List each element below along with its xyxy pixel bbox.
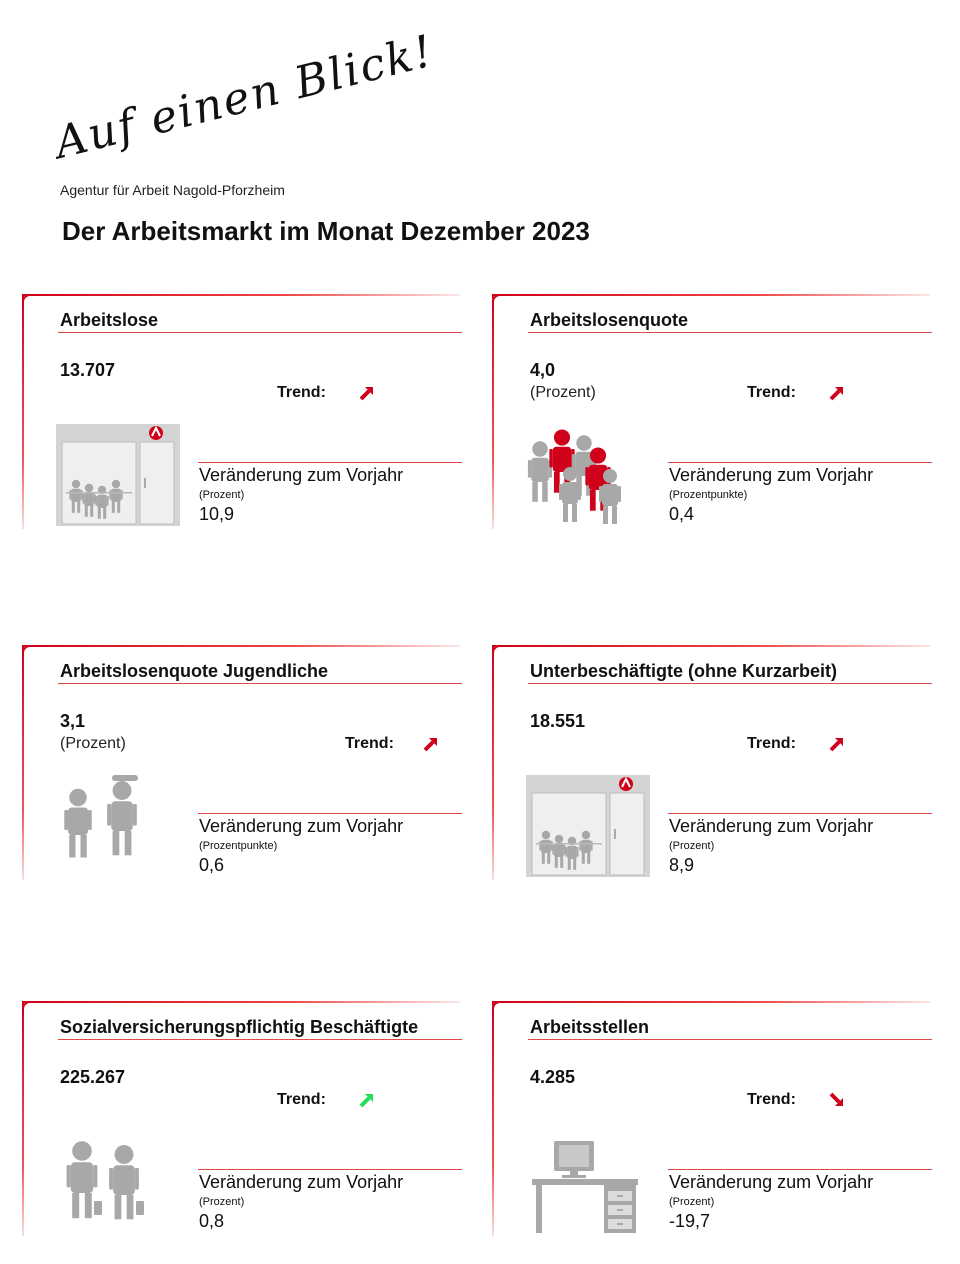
title-divider [58, 332, 462, 333]
page-title: Der Arbeitsmarkt im Monat Dezember 2023 [62, 216, 590, 246]
change-value: -19,7 [669, 1211, 711, 1231]
card-title: Arbeitsstellen [530, 1017, 650, 1037]
card-frame-corner [492, 294, 504, 306]
change-label: Veränderung zum Vorjahr [199, 465, 404, 485]
card-frame-left [22, 645, 24, 880]
change-divider [198, 462, 462, 463]
card-arbeitsstellen [492, 1001, 932, 1236]
card-frame [492, 645, 930, 647]
card-title: Arbeitslose [60, 310, 159, 330]
agency-door-icon [526, 773, 654, 879]
card-title: Arbeitslosenquote [530, 310, 689, 330]
change-unit: (Prozent) [199, 489, 245, 501]
change-value: 0,8 [199, 1211, 225, 1231]
card-frame-corner [492, 645, 504, 657]
card-value: 13.707 [60, 360, 116, 380]
card-frame-left [22, 294, 24, 529]
card-title: Arbeitslosenquote Jugendliche [60, 661, 329, 681]
card-frame-left [492, 294, 494, 529]
title-divider [528, 332, 932, 333]
title-divider [58, 683, 462, 684]
change-unit: (Prozentpunkte) [199, 840, 278, 852]
arrow-down-right-red-icon [828, 1091, 846, 1109]
card-frame-corner [22, 1001, 34, 1013]
people-group-icon [526, 422, 654, 528]
change-unit: (Prozent) [199, 1196, 245, 1208]
trend-label: Trend: [345, 735, 394, 752]
change-unit: (Prozent) [669, 840, 715, 852]
card-frame-corner [22, 645, 34, 657]
card-value: 18.551 [530, 711, 586, 731]
change-divider [668, 813, 932, 814]
change-label: Veränderung zum Vorjahr [199, 816, 404, 836]
card-frame [492, 294, 930, 296]
change-label: Veränderung zum Vorjahr [669, 816, 874, 836]
card-frame-left [492, 1001, 494, 1236]
trend-label: Trend: [747, 384, 796, 401]
change-divider [668, 462, 932, 463]
change-label: Veränderung zum Vorjahr [669, 465, 874, 485]
card-title: Unterbeschäftigte (ohne Kurzarbeit) [530, 661, 838, 681]
card-arbeitslosenquote-jugendliche [22, 645, 462, 880]
card-unterbeschaeftigte [492, 645, 932, 880]
card-frame [22, 1001, 460, 1003]
arrow-up-right-red-icon [828, 384, 846, 402]
card-arbeitslose [22, 294, 462, 529]
change-value: 0,4 [669, 504, 695, 524]
trend-label: Trend: [277, 384, 326, 401]
youth-pair-icon [56, 773, 184, 879]
change-label: Veränderung zum Vorjahr [199, 1172, 404, 1192]
card-value: 225.267 [60, 1067, 126, 1087]
change-value: 0,6 [199, 855, 225, 875]
agency-name: Agentur für Arbeit Nagold-Pforzheim [60, 182, 285, 198]
card-frame [22, 294, 460, 296]
trend-label: Trend: [277, 1091, 326, 1108]
card-title: Sozialversicherungspflichtig Beschäftigte [60, 1017, 419, 1037]
card-unit: (Prozent) [530, 384, 596, 401]
desk-workstation-icon [526, 1129, 654, 1235]
title-divider [528, 1039, 932, 1040]
card-frame [492, 1001, 930, 1003]
change-unit: (Prozentpunkte) [669, 489, 748, 501]
card-value: 4.285 [530, 1067, 576, 1087]
card-frame [22, 645, 460, 647]
card-frame-corner [492, 1001, 504, 1013]
arrow-up-right-red-icon [828, 735, 846, 753]
arrow-up-right-red-icon [358, 384, 376, 402]
change-divider [198, 813, 462, 814]
change-value: 8,9 [669, 855, 695, 875]
trend-label: Trend: [747, 1091, 796, 1108]
trend-label: Trend: [747, 735, 796, 752]
change-value: 10,9 [199, 504, 235, 524]
title-divider [58, 1039, 462, 1040]
card-frame-left [22, 1001, 24, 1236]
card-value: 3,1 [60, 711, 86, 731]
card-value: 4,0 [530, 360, 556, 380]
card-frame-left [492, 645, 494, 880]
change-unit: (Prozent) [669, 1196, 715, 1208]
arrow-up-right-red-icon [422, 735, 440, 753]
workers-pair-icon [56, 1129, 184, 1235]
card-unit: (Prozent) [60, 735, 126, 752]
change-divider [198, 1169, 462, 1170]
card-sv-beschaeftigte [22, 1001, 462, 1236]
agency-door-icon [56, 422, 184, 528]
change-label: Veränderung zum Vorjahr [669, 1172, 874, 1192]
arrow-up-right-green-icon [358, 1091, 376, 1109]
change-divider [668, 1169, 932, 1170]
card-arbeitslosenquote [492, 294, 932, 529]
card-frame-corner [22, 294, 34, 306]
headline-script: Auf einen Blick! [49, 25, 440, 170]
title-divider [528, 683, 932, 684]
